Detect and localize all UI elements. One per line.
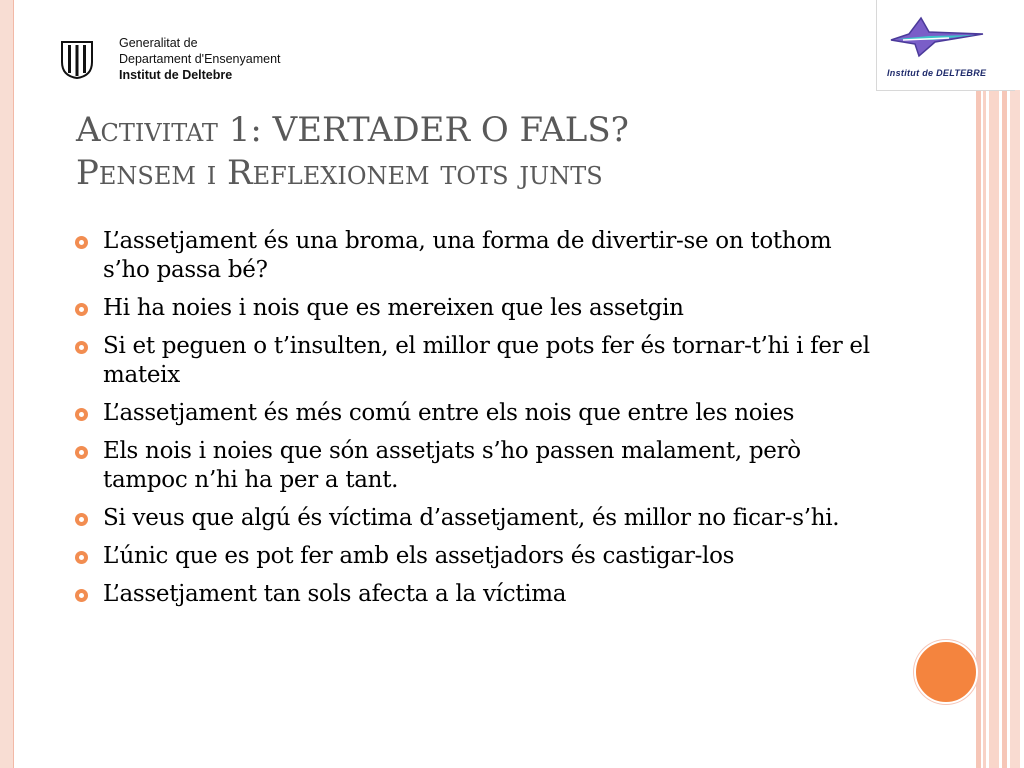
- list-item: [75, 542, 875, 571]
- bullet-icon: [75, 341, 88, 354]
- left-decoration-line: [13, 0, 14, 768]
- generalitat-line1: Generalitat de: [119, 36, 198, 50]
- bullet-icon: [75, 551, 88, 564]
- statement-text: L’assetjament tan sols afecta a la víctima: [103, 581, 567, 607]
- list-item: [75, 504, 875, 533]
- institute-logo: [876, 0, 1015, 91]
- bullet-icon: [75, 408, 88, 421]
- list-item: [75, 580, 875, 609]
- list-item: [75, 294, 875, 323]
- list-item: [75, 227, 875, 285]
- statement-text: Si veus que algú és víctima d’assetjament, és millor no ficar-s’hi.: [103, 505, 840, 531]
- statement-text: Hi ha noies i nois que es mereixen que les assetgin: [103, 295, 684, 321]
- slide-title-line1: Activitat 1: VERTADER O FALS?: [76, 110, 629, 150]
- institute-logo-text: Institut de DELTEBRE: [887, 68, 987, 78]
- department-line: Departament d'Ensenyament: [119, 52, 281, 66]
- list-item: [75, 332, 875, 390]
- bullet-icon: [75, 589, 88, 602]
- generalitat-header-text: [119, 35, 281, 83]
- list-item: [75, 399, 875, 428]
- bullet-icon: [75, 446, 88, 459]
- right-decoration-bars: [976, 90, 1024, 768]
- decorative-orange-circle: [914, 640, 978, 704]
- list-item: [75, 437, 875, 495]
- institute-line: Institut de Deltebre: [119, 68, 233, 82]
- statement-text: Els nois i noies que són assetjats s’ho passen malament, però tampoc n’hi ha per a tant.: [103, 438, 801, 493]
- statement-text: Si et peguen o t’insulten, el millor que pots fer és tornar-t’hi i fer el mateix: [103, 333, 870, 388]
- bullet-icon: [75, 236, 88, 249]
- statement-text: L’assetjament és més comú entre els nois que entre les noies: [103, 400, 795, 426]
- statement-text: L’únic que es pot fer amb els assetjadors és castigar-los: [103, 543, 735, 569]
- left-decoration-stripe: [0, 0, 13, 768]
- slide-title-line2: Pensem i Reflexionem tots junts: [76, 153, 603, 193]
- statement-text: L’assetjament és una broma, una forma de divertir-se on tothom s’ho passa bé?: [103, 228, 832, 283]
- generalitat-emblem-icon: [60, 40, 94, 80]
- bullet-icon: [75, 303, 88, 316]
- slide-title: [76, 109, 629, 195]
- arrow-plane-logo-icon: [889, 10, 985, 62]
- bullet-icon: [75, 513, 88, 526]
- statement-list: [75, 227, 875, 618]
